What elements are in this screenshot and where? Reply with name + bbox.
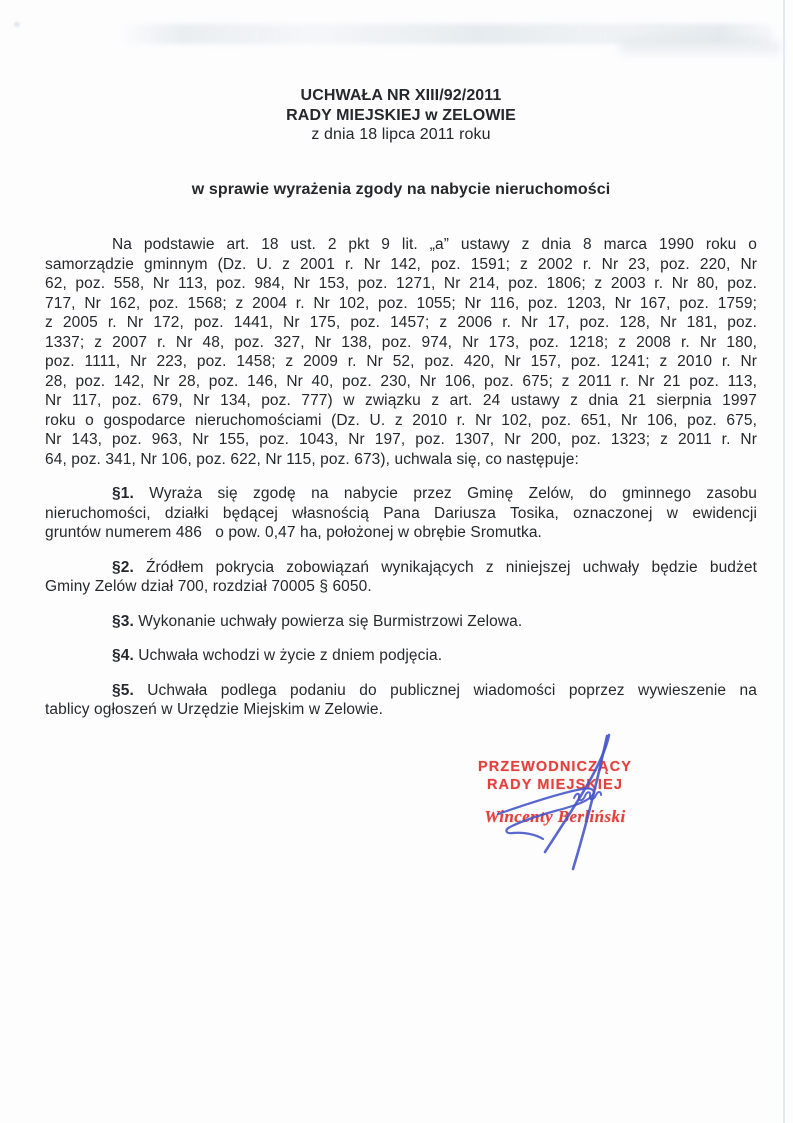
section-label: §4. <box>112 647 134 664</box>
paragraph-line: §5. Uchwała podlega podaniu do publicznej wiadomości poprzez wywieszenie na <box>112 681 757 699</box>
paragraph-line: 1337; z 2007 r. Nr 48, poz. 327, Nr 138, poz. 974, Nr 173, poz. 1218; z 2008 r. Nr 180, <box>45 333 757 351</box>
chairman-stamp <box>449 759 661 827</box>
paragraph-line: §2. Źródłem pokrycia zobowiązań wynikających z niniejszej uchwały będzie budżet <box>112 558 757 576</box>
signer-name: Wincenty Berliński <box>484 807 626 826</box>
paragraph-line: 28, poz. 142, Nr 28, poz. 146, Nr 40, poz. 230, Nr 106, poz. 675; z 2011 r. Nr 21 poz. 113, <box>45 372 757 390</box>
section-label: §2. <box>112 558 134 576</box>
paragraph-line: 717, Nr 162, poz. 1568; z 2004 r. Nr 102, poz. 1055; Nr 116, poz. 1203, Nr 167, poz. 1759; <box>45 294 757 312</box>
section-label: §3. <box>112 612 134 630</box>
section-label: §1. <box>112 485 134 502</box>
paragraph-line: §1. Wyraża się zgodę na nabycie przez Gminę Zelów, do gminnego zasobu <box>112 485 757 502</box>
paragraph-line: z 2005 r. Nr 172, poz. 1441, Nr 175, poz. 1457; z 2006 r. Nr 17, poz. 128, Nr 181, poz. <box>45 314 757 331</box>
issuing-authority: RADY MIEJSKIEJ w ZELOWIE <box>286 106 516 124</box>
section-paragraph-3 <box>45 612 757 632</box>
paragraph-line: tablicy ogłoszeń w Urzędzie Miejskim w Zelowie. <box>45 701 384 718</box>
section-paragraph-5 <box>45 681 757 720</box>
section-label: §5. <box>112 681 134 699</box>
document-heading <box>45 86 757 145</box>
paragraph-line: samorządzie gminnym (Dz. U. z 2001 r. Nr 142, poz. 1591; z 2002 r. Nr 23, poz. 220, Nr <box>45 255 757 273</box>
paragraph-line: Nr 143, poz. 963, Nr 155, poz. 1043, Nr 197, poz. 1307, Nr 200, poz. 1323; z 2011 r. Nr <box>45 431 757 448</box>
resolution-subject: w sprawie wyrażenia zgody na nabycie nieruchomości <box>191 180 611 198</box>
section-paragraph-2 <box>45 558 757 597</box>
stamp-title-line1: PRZEWODNICZĄCY <box>478 759 632 775</box>
stamp-title-line2: RADY MIEJSKIEJ <box>486 776 623 793</box>
paragraph-line: Gminy Zelów dział 700, rozdział 70005 § 6050. <box>45 578 372 595</box>
paragraph-line: nieruchomości, działki będącej własnością Pana Dariusza Tosika, oznaczonej w ewidencji <box>45 504 757 522</box>
paragraph-line: §4. Uchwała wchodzi w życie z dniem podjęcia. <box>112 647 443 664</box>
legal-basis-paragraph <box>45 235 757 469</box>
paragraph-line: 62, poz. 558, Nr 113, poz. 984, Nr 153, poz. 1271, Nr 214, poz. 1806; z 2003 r. Nr 80, poz. <box>45 275 757 292</box>
paragraph-line: roku o gospodarce nieruchomościami (Dz. U. z 2010 r. Nr 102, poz. 651, Nr 106, poz. 675, <box>45 411 757 429</box>
paragraph-line: Na podstawie art. 18 ust. 2 pkt 9 lit. „a” ustawy z dnia 8 marca 1990 roku o <box>112 236 757 253</box>
section-paragraph-1 <box>45 484 757 543</box>
paragraph-line: Nr 117, poz. 679, Nr 134, poz. 777) w związku z art. 24 ustawy z dnia 21 sierpnia 1997 <box>45 392 757 409</box>
paragraph-line: gruntów numerem 486 o pow. 0,47 ha, położonej w obrębie Sromutka. <box>45 524 542 541</box>
section-paragraph-4 <box>45 646 757 666</box>
paragraph-line: poz. 1111, Nr 223, poz. 1458; z 2009 r. Nr 52, poz. 420, Nr 157, poz. 1241; z 2010 r. Nr <box>45 353 757 370</box>
resolution-body <box>45 235 757 720</box>
paragraph-line: §3. Wykonanie uchwały powierza się Burmistrzowi Zelowa. <box>112 612 523 630</box>
resolution-number: UCHWAŁA NR XIII/92/2011 <box>300 87 502 104</box>
resolution-date: z dnia 18 lipca 2011 roku <box>311 126 491 143</box>
paragraph-line: 64, poz. 341, Nr 106, poz. 622, Nr 115, poz. 673), uchwala się, co następuje: <box>45 450 579 468</box>
